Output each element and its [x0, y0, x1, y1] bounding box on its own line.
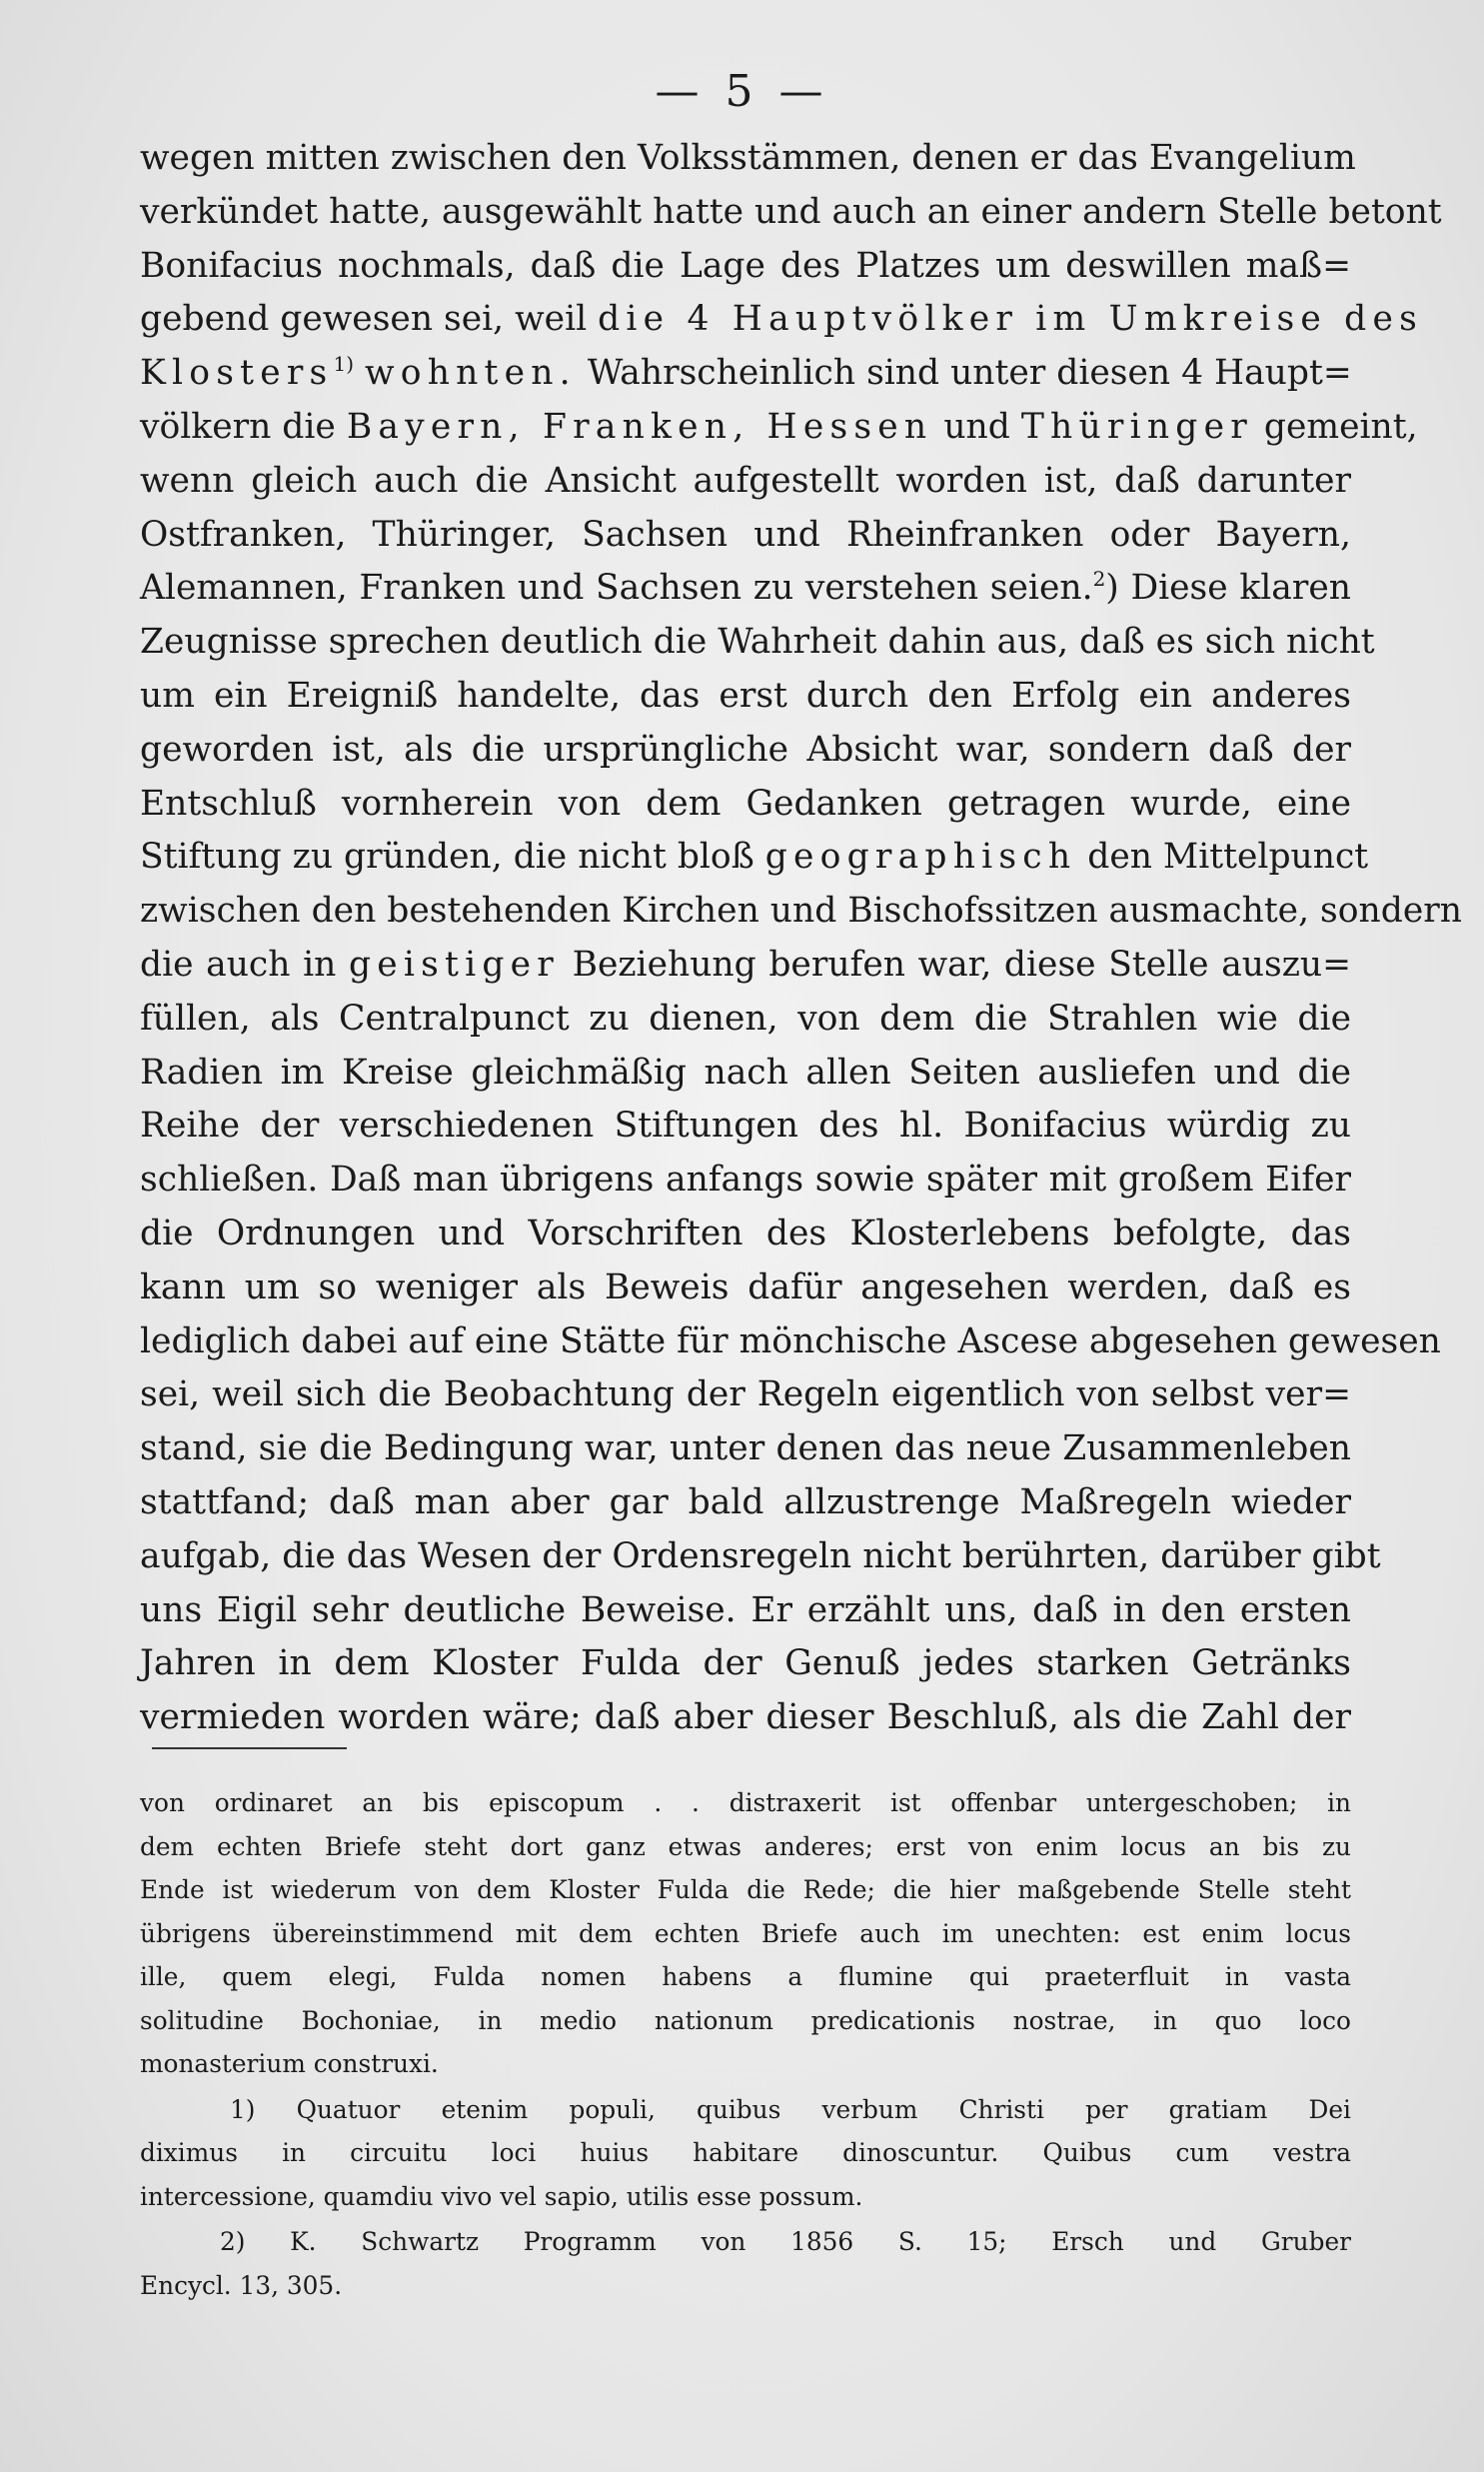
footnote-line: ille, quem elegi, Fulda nomen habens a flumine qui praeterfluit in vasta: [140, 1962, 1351, 1991]
text-line: [140, 347, 1351, 401]
text-line: [140, 562, 1351, 616]
footnote-line: Encycl. 13, 305.: [140, 2270, 343, 2300]
emphasized-text: geographisch: [764, 837, 1077, 878]
footnote-line: Ende ist wiederum von dem Kloster Fulda die Rede; die hier maßgebende Stelle steht: [140, 1875, 1351, 1904]
text-line: verkündet hatte, ausgewählt hatte und auch an einer andern Stelle betont: [140, 191, 1442, 232]
text-fragment: gebend gewesen sei, weil: [140, 299, 588, 340]
text-line: uns Eigil sehr deutliche Beweise. Er erzählt uns, daß in den ersten: [140, 1589, 1351, 1630]
text-line: füllen, als Centralpunct zu dienen, von dem die Strahlen wie die: [140, 998, 1351, 1039]
text-line: [140, 831, 1369, 885]
text-fragment: gemeint,: [1263, 406, 1418, 447]
text-line: aufgab, die das Wesen der Ordensregeln nicht berührten, darüber gibt: [140, 1535, 1381, 1576]
text-line: zwischen den bestehenden Kirchen und Bischofssitzen ausmachte, sondern: [140, 891, 1462, 932]
text-line: stand, sie die Bedingung war, unter denen das neue Zusammenleben: [140, 1428, 1351, 1469]
footnotes: [140, 1781, 1351, 2309]
footnote-line: übrigens übereinstimmend mit dem echten Briefe auch im unechten: est enim locus: [140, 1918, 1351, 1948]
text-line: wegen mitten zwischen den Volksstämmen, denen er das Evangelium: [140, 138, 1356, 178]
footnote-ref-1: 1): [333, 352, 354, 377]
text-line: Reihe der verschiedenen Stiftungen des hl. Bonifacius würdig zu: [140, 1106, 1351, 1147]
text-line: Radien im Kreise gleichmäßig nach allen Seiten ausliefen und die: [140, 1052, 1351, 1093]
footnote-divider: [152, 1747, 347, 1749]
emphasized-text: Bayern, Franken, Hessen: [346, 406, 933, 447]
footnote-continuation: [140, 1781, 1351, 2086]
text-line: [140, 293, 1424, 347]
text-line: geworden ist, als die ursprüngliche Absicht war, sondern daß der: [140, 729, 1351, 770]
text-line: vermieden worden wäre; daß aber dieser Beschluß, als die Zahl der: [140, 1697, 1351, 1738]
text-fragment: den Mittelpunct: [1087, 837, 1369, 878]
emphasized-text: die 4 Hauptvölker im Umkreise des: [598, 299, 1424, 340]
text-line: Zeugnisse sprechen deutlich die Wahrheit dahin aus, daß es sich nicht: [140, 622, 1375, 663]
footnote-line: monasterium construxi.: [140, 2049, 439, 2078]
footnote-line: von ordinaret an bis episcopum . . distraxerit ist offenbar untergeschoben; in: [140, 1788, 1351, 1817]
text-line: sei, weil sich die Beobachtung der Regeln eigentlich von selbst ver=: [140, 1374, 1351, 1415]
text-line: [140, 401, 1418, 455]
text-fragment: Stiftung zu gründen, die nicht bloß: [140, 837, 754, 878]
emphasized-text: Thüringer: [1020, 406, 1253, 447]
text-fragment: die auch in: [140, 944, 337, 985]
text-line: wenn gleich auch die Ansicht aufgestellt worden ist, daß darunter: [140, 460, 1351, 501]
emphasized-text: Klosters: [140, 353, 334, 394]
text-line: [140, 939, 1351, 993]
footnote-line: dem echten Briefe steht dort ganz etwas anderes; erst von enim locus an bis zu: [140, 1831, 1351, 1861]
footnote-1: [140, 2088, 1351, 2219]
text-line: Entschluß vornherein von dem Gedanken getragen wurde, eine: [140, 783, 1351, 824]
text-line: stattfand; daß man aber gar bald allzustrenge Maßregeln wieder: [140, 1481, 1351, 1522]
text-line: lediglich dabei auf eine Stätte für mönchische Ascese abgesehen gewesen: [140, 1320, 1441, 1361]
footnote-ref-2: 2: [1092, 567, 1106, 592]
text-fragment: Alemannen, Franken und Sachsen zu verstehen seien.: [140, 568, 1093, 609]
text-line: um ein Ereigniß handelte, das erst durch den Erfolg ein anderes: [140, 675, 1351, 716]
text-fragment: ) Diese klaren: [1105, 568, 1351, 609]
text-fragment: Wahrscheinlich sind unter diesen 4 Haupt=: [587, 353, 1352, 394]
text-fragment: Beziehung berufen war, diese Stelle auszu=: [572, 944, 1352, 985]
footnote-line: solitudine Bochoniae, in medio nationum predicationis nostrae, in quo loco: [140, 2005, 1351, 2035]
footnote-2: [140, 2220, 1351, 2307]
footnote-line: 1) Quatuor etenim populi, quibus verbum Christi per gratiam Dei: [230, 2094, 1351, 2124]
text-line: die Ordnungen und Vorschriften des Klosterlebens befolgte, das: [140, 1213, 1351, 1253]
text-line: Jahren in dem Kloster Fulda der Genuß jedes starken Getränks: [140, 1643, 1351, 1684]
emphasized-text: geistiger: [348, 944, 560, 985]
emphasized-text: wohnten.: [364, 353, 577, 394]
text-line: kann um so weniger als Beweis dafür angesehen werden, daß es: [140, 1266, 1351, 1307]
text-fragment: und: [943, 406, 1010, 447]
footnote-line: intercessione, quamdiu vivo vel sapio, utilis esse possum.: [140, 2181, 863, 2211]
text-line: Bonifacius nochmals, daß die Lage des Platzes um deswillen maß=: [140, 245, 1351, 286]
text-line: schließen. Daß man übrigens anfangs sowie später mit großem Eifer: [140, 1160, 1351, 1201]
text-line: Ostfranken, Thüringer, Sachsen und Rheinfranken oder Bayern,: [140, 514, 1351, 555]
page-number: — 5 —: [655, 66, 829, 117]
text-fragment: völkern die: [140, 406, 336, 447]
main-text: [140, 132, 1462, 1745]
footnote-line: diximus in circuitu loci huius habitare dinoscuntur. Quibus cum vestra: [140, 2138, 1351, 2167]
footnote-line: 2) K. Schwartz Programm von 1856 S. 15; Ersch und Gruber: [220, 2227, 1351, 2256]
